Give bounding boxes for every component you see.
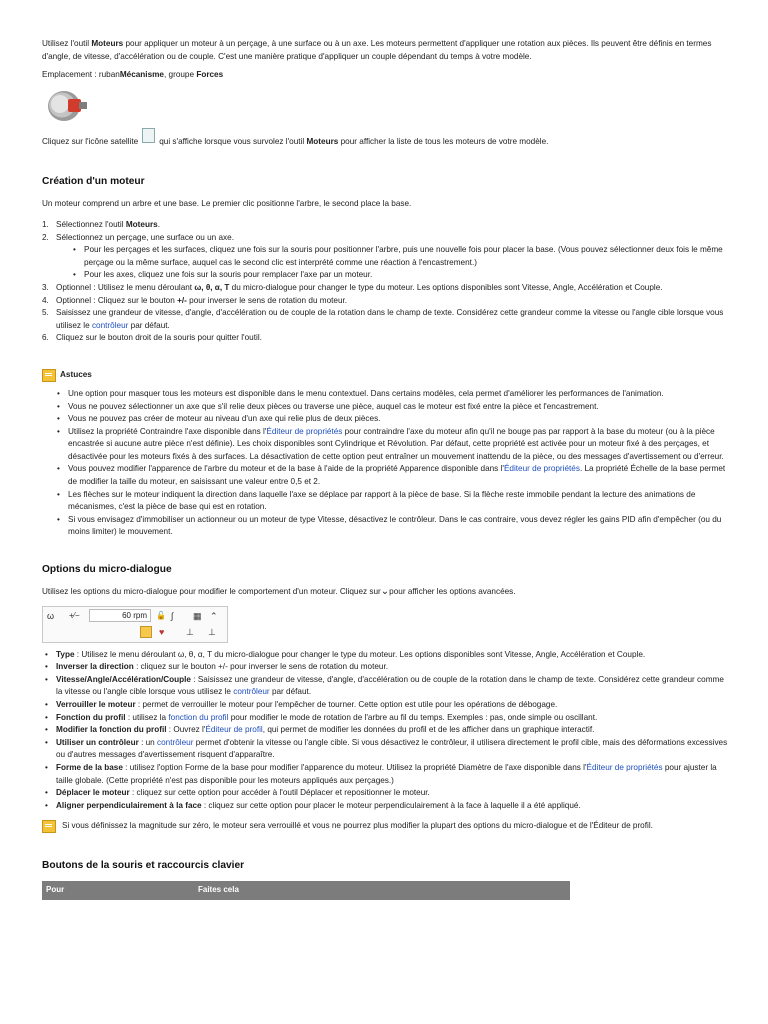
bullet-icon: • [57, 414, 60, 424]
satellite-text-2 [159, 136, 548, 149]
step-number: 1. [42, 219, 49, 229]
controller-link[interactable]: contrôleur [157, 737, 194, 747]
options-desc-text-2: pour afficher les options avancées. [389, 587, 516, 597]
step-2 [42, 232, 732, 282]
option-text: : un [138, 737, 158, 747]
column-header-pour: Pour [42, 881, 150, 900]
step-number: 4. [42, 295, 49, 305]
step-4 [42, 295, 732, 308]
bullet-icon: • [45, 712, 48, 722]
sub-item [70, 269, 732, 282]
option-text: : utilisez l'option Forme de la base pour modifier l'apparence du moteur. Utilisez la propriété Diamètre de l'axe disponible dans l' [122, 762, 587, 772]
step-number: 3. [42, 282, 49, 292]
option-text: : Ouvrez l' [166, 725, 206, 735]
option-text: : utilisez la [125, 712, 169, 722]
reverse-direction-button[interactable]: +⁄− [69, 610, 80, 620]
step-2-sublist [56, 244, 732, 282]
step-text-end: pour inverser le sens de rotation du moteur. [186, 295, 348, 305]
tip-text-end: . La propriété Échelle de la base permet de modifier la taille du moteur, en saisissant une valeur entre 0,5 et 2. [68, 464, 726, 487]
creation-desc: Un moteur comprend un arbre et une base. Le premier clic positionne l'arbre, le second place la base. [42, 199, 412, 209]
profile-function-icon[interactable]: ∫ [171, 610, 174, 621]
tip-item [54, 401, 732, 414]
option-text-end: par défaut. [269, 687, 312, 697]
option-text: : permet de verrouiller le moteur pour l'empêcher de tourner. Cette option est utile pour les opérations de débogage. [135, 700, 558, 709]
satellite-icon[interactable] [142, 128, 155, 143]
bullet-icon: • [45, 725, 48, 735]
intro-bold: Moteurs [91, 39, 124, 48]
option-item [42, 712, 732, 725]
tip-text: Si vous envisagez d'immobiliser un actionneur ou un moteur de type Vitesse, désactivez le contrôleur. Dans le cas contraire, vous devez régler les gains PID afin d'empêcher (ou du moins limiter) le mouvement. [68, 514, 722, 537]
step-number: 5. [42, 308, 49, 318]
step-bold: Moteurs [125, 219, 158, 229]
option-label: Fonction du profil [56, 712, 126, 722]
option-text-end: pour modifier le mode de rotation de l'arbre au fil du temps. Exemples : pas, onde simple ou oscillant. [228, 712, 598, 722]
option-text: : Utilisez le menu déroulant ω, θ, α, T du micro-dialogue pour changer le type du moteur. Les options disponibles sont Vitesse, Angle, Accélération et Couple. [74, 649, 646, 659]
tip-item [54, 463, 732, 488]
tip-item [54, 413, 732, 426]
option-text: : Saisissez une grandeur de vitesse, d'angle, d'accélération ou de couple de la rotation dans le champ de texte. Considérez cette grandeur comme la vitesse ou l'angle cible lorsque vous utilisez le [56, 674, 724, 697]
intro-text-2: pour appliquer un moteur à un perçage, à une surface ou à un axe. Les moteurs permettent d'appliquer une rotation aux pièces. Ils peuvent être définis en termes d'angle, de vitesse, d'accélération ou de couple. C'est une manière pratique d'appliquer un couple dépendant du temps à votre modèle. [42, 39, 712, 61]
option-item [42, 787, 732, 800]
motor-tool-icon[interactable] [44, 84, 90, 124]
bullet-icon: • [45, 737, 48, 747]
shortcuts-table [42, 881, 570, 900]
tips-title: Astuces [60, 370, 92, 380]
tip-text: Vous ne pouvez sélectionner un axe que s'il relie deux pièces ou traverse une pièce, auquel cas le moteur est fixé entre la pièce et l'encastrement. [68, 401, 599, 411]
magnitude-input[interactable]: 60 rpm [89, 609, 151, 622]
zero-magnitude-note [42, 820, 732, 833]
edit-profile-icon[interactable]: ▦ [193, 610, 202, 621]
base-shape-icon[interactable] [140, 626, 152, 638]
option-text: : cliquez sur le bouton +/- pour inverser le sens de rotation du moteur. [133, 662, 389, 672]
option-item [42, 737, 732, 762]
option-label: Vitesse/Angle/Accélération/Couple [56, 674, 191, 684]
note-icon [42, 820, 56, 833]
step-text: Sélectionnez l'outil [56, 219, 126, 229]
section-title-options: Options du micro-dialogue [42, 564, 172, 576]
step-text-end: du micro-dialogue pour changer le type du moteur. Les options disponibles sont Vitesse, Angle, Accélération et Couple. [229, 282, 663, 292]
bullet-icon: • [57, 426, 60, 436]
option-item [42, 724, 732, 737]
sub-item-text: Pour les axes, cliquez une fois sur la souris pour remplacer l'axe par un moteur. [84, 270, 373, 280]
move-motor-icon[interactable]: ⊥ [186, 626, 194, 637]
column-header-faites-cela: Faites cela [150, 881, 570, 900]
help-page [42, 38, 732, 900]
bullet-icon: • [45, 674, 48, 684]
tip-text: Vous ne pouvez pas créer de moteur au niveau d'un axe qui relie plus de deux pièces. [68, 414, 381, 424]
section-title-creation: Création d'un moteur [42, 176, 145, 188]
option-item [42, 762, 732, 787]
option-item [42, 674, 732, 699]
step-text: Sélectionnez un perçage, une surface ou un axe. [56, 232, 234, 242]
bullet-icon: • [45, 762, 48, 772]
option-item [42, 699, 732, 712]
step-3 [42, 282, 732, 295]
intro-paragraph [42, 38, 732, 63]
controller-link[interactable]: contrôleur [91, 320, 129, 330]
step-text-end: . [157, 219, 160, 229]
options-list [42, 649, 732, 813]
motor-type-dropdown[interactable]: ω [47, 610, 55, 621]
property-editor-link[interactable]: Éditeur de propriétés [586, 762, 663, 772]
option-text-end: permet d'obtenir la vitesse ou l'angle cible. Si vous désactivez le contrôleur, il utilisera directement le profil cible, mais des déformations excessives ou d'autres messages d'avertissement risquent d'apparaître. [56, 737, 728, 760]
tip-item [54, 514, 732, 539]
satellite-line [42, 134, 732, 149]
tip-item [54, 489, 732, 514]
chevron-double-down-icon[interactable]: ⌄ [380, 586, 390, 598]
tip-item [54, 426, 732, 464]
option-item [42, 661, 732, 674]
bullet-icon: • [45, 700, 48, 709]
step-5 [42, 307, 732, 332]
table-header-row [42, 881, 570, 900]
bullet-icon: • [73, 270, 76, 280]
step-number: 6. [42, 333, 49, 343]
step-text: Optionnel : Utilisez le menu déroulant [56, 282, 195, 292]
step-number: 2. [42, 232, 49, 242]
step-1 [42, 219, 732, 232]
bullet-icon: • [57, 401, 60, 411]
controller-icon[interactable]: ♥ [159, 626, 165, 637]
tip-text: Utilisez la propriété Contraindre l'axe disponible dans l' [68, 426, 267, 436]
option-label: Forme de la base [56, 762, 123, 772]
tip-text-end: pour contraindre l'axe du moteur afin qu'il ne bouge pas par rapport à la base du moteur (ou à la pièce encastrée si aucune autre pièce n'est définie). Les choix disponibles sont Cylindrique et Révolution. Par défaut, cette propriété est activée pour un moteur fixé à des perçages, et désactivée pour les moteurs fixés à des surfaces. La désactivation de cette option peut entraîner un mouvement inattendu de la pièce, ou des messages d'avertissement ou d'erreur. [68, 426, 724, 461]
creation-steps [42, 219, 732, 345]
option-item [42, 649, 732, 662]
tip-text: Une option pour masquer tous les moteurs est disponible dans le menu contextuel. Dans certains modèles, cela permet d'améliorer les performances de l'animation. [68, 388, 664, 398]
bullet-icon: • [73, 245, 76, 255]
intro-text: Utilisez l'outil [42, 39, 92, 48]
option-label: Déplacer le moteur [56, 788, 130, 798]
bullet-icon: • [45, 800, 48, 810]
option-label: Modifier la fonction du profil [56, 725, 167, 735]
step-bold: ω, θ, α, T [194, 282, 230, 292]
location-sep: , groupe [163, 70, 197, 80]
option-label: Utiliser un contrôleur [56, 737, 139, 747]
sub-item-text: Pour les perçages et les surfaces, cliquez une fois sur la souris pour positionner l'arbre, puis une nouvelle fois pour placer la base. (Vous pouvez sélectionner deux fois le même perçage ou la même surface, auquel cas le second clic est interprété comme une réaction à l'encastrement.) [84, 245, 723, 267]
location-line [42, 69, 732, 82]
option-label: Aligner perpendiculairement à la face [56, 800, 202, 810]
property-editor-link[interactable]: Éditeur de propriétés [266, 426, 343, 436]
bullet-icon: • [45, 788, 48, 798]
step-text-end: par défaut. [128, 320, 170, 330]
step-6 [42, 332, 732, 345]
bullet-icon: • [57, 489, 60, 499]
option-text: : cliquez sur cette option pour accéder à l'outil Déplacer et repositionner le moteur. [129, 788, 430, 798]
satellite-mid: qui s'affiche lorsque vous survolez l'outil [159, 136, 307, 146]
tip-text: Vous pouvez modifier l'apparence de l'arbre du moteur et de la base à l'aide de la propriété Apparence disponible dans l' [68, 464, 504, 474]
location-label: Emplacement : ruban [42, 70, 120, 80]
sub-item [70, 244, 732, 269]
satellite-after: pour afficher la liste de tous les moteurs de votre modèle. [338, 136, 549, 146]
bullet-icon: • [45, 662, 48, 672]
options-desc-text: Utilisez les options du micro-dialogue pour modifier le comportement d'un moteur. Cliquez sur [42, 587, 381, 597]
zero-note-text: Si vous définissez la magnitude sur zéro, le moteur sera verrouillé et vous ne pourrez plus modifier la plupart des options du micro-dialogue et de l'Éditeur de profil. [62, 821, 653, 831]
profile-editor-link[interactable]: Éditeur de profil [205, 725, 263, 735]
option-text-end: , qui permet de modifier les données du profil et de les afficher dans un graphique interactif. [262, 725, 595, 735]
tips-list [42, 388, 732, 539]
controller-link[interactable]: contrôleur [233, 687, 270, 697]
step-text: Cliquez sur le bouton droit de la souris pour quitter l'outil. [56, 333, 262, 343]
tip-item [54, 388, 732, 401]
lock-icon[interactable]: 🔓 [156, 610, 166, 620]
note-icon [42, 369, 56, 382]
step-text: Saisissez une grandeur de vitesse, d'angle, d'accélération ou de couple de la rotation dans le champ de texte. Considérez cette grandeur comme la vitesse ou l'angle cible lorsque vous utilisez le [56, 308, 724, 330]
option-label: Inverser la direction [56, 662, 134, 672]
location-ribbon: Mécanisme [119, 70, 164, 80]
option-text: : cliquez sur cette option pour placer le moteur perpendiculairement à la face à laquelle il a été appliqué. [201, 800, 581, 810]
option-label: Verrouiller le moteur [56, 700, 136, 709]
micro-dialog-toolbar [42, 606, 228, 643]
option-label: Type [56, 649, 75, 659]
bullet-icon: • [57, 464, 60, 474]
satellite-bold: Moteurs [306, 136, 339, 146]
property-editor-link[interactable]: Éditeur de propriétés [503, 464, 580, 474]
option-item [42, 800, 732, 813]
bullet-icon: • [57, 514, 60, 524]
section-title-mouse: Boutons de la souris et raccourcis clavier [42, 860, 245, 872]
bullet-icon: • [57, 388, 60, 398]
location-group: Forces [196, 70, 224, 80]
options-desc [42, 586, 732, 599]
collapse-icon[interactable]: ⌃ [210, 610, 218, 621]
profile-function-link[interactable]: fonction du profil [168, 712, 229, 722]
align-perpendicular-icon[interactable]: ⊥ [208, 626, 216, 637]
bullet-icon: • [45, 649, 48, 659]
option-text-end: pour ajuster la taille globale. (Cette propriété n'est pas disponible pour les moteurs appliqués aux perçages.) [56, 762, 717, 785]
step-text: Optionnel : Cliquez sur le bouton [56, 295, 178, 305]
step-bold: +/- [177, 295, 187, 305]
tip-text: Les flèches sur le moteur indiquent la direction dans laquelle l'axe se déplace par rapport à la pièce de base. Si la flèche reste immobile pendant la lecture des animations de mécanismes, c'est la pièce de base qui est en rotation. [68, 489, 696, 512]
satellite-text: Cliquez sur l'icône satellite [42, 136, 139, 146]
tips-header [42, 369, 732, 382]
